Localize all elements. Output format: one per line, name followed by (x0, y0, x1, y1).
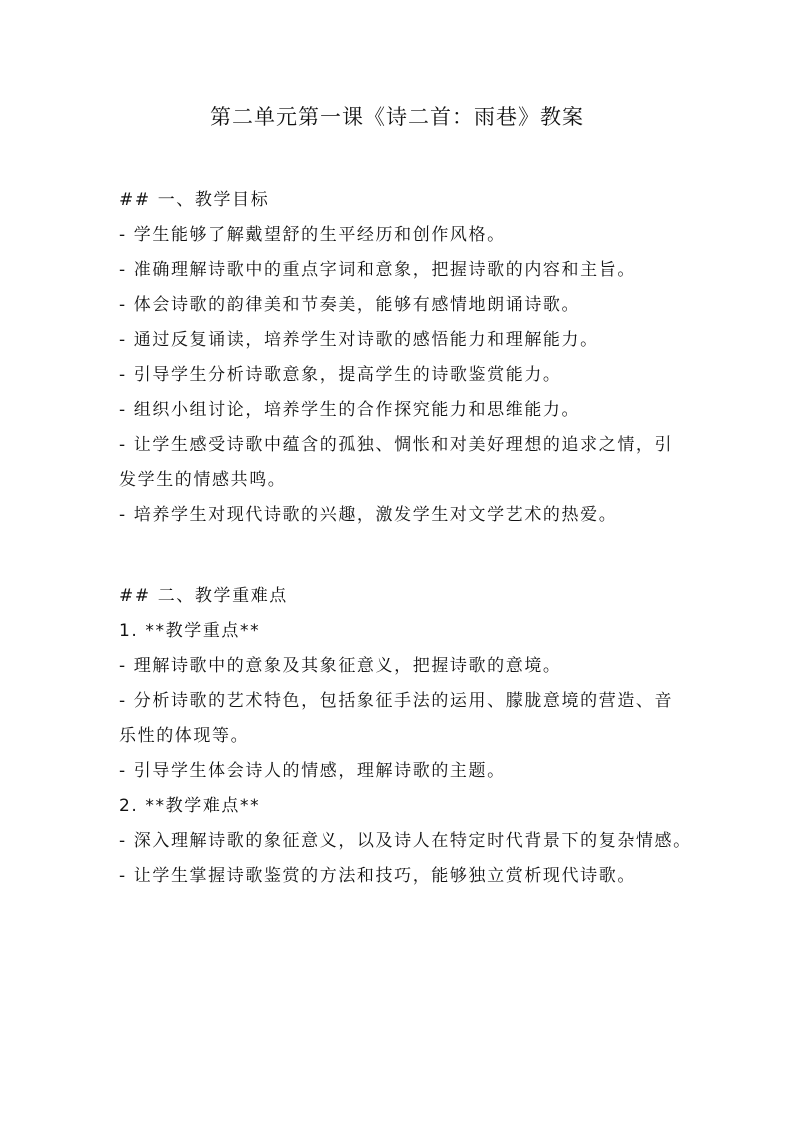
objective-item: - 培养学生对现代诗歌的兴趣，激发学生对文学艺术的热爱。 (119, 505, 618, 525)
objective-item-continuation: 发学生的情感共鸣。 (119, 470, 287, 490)
focus-item: - 分析诗歌的艺术特色，包括象征手法的运用、朦胧意境的营造、音 (119, 691, 674, 711)
objective-item: - 体会诗歌的韵律美和节奏美，能够有感情地朗诵诗歌。 (119, 295, 581, 315)
objective-item: - 让学生感受诗歌中蕴含的孤独、惆怅和对美好理想的追求之情，引 (119, 435, 674, 455)
objective-item: - 学生能够了解戴望舒的生平经历和创作风格。 (119, 225, 506, 245)
document-title: 第二单元第一课《诗二首：雨巷》教案 (210, 105, 584, 129)
subsection-label-focus: 1. **教学重点** (119, 621, 261, 641)
objective-item: - 引导学生分析诗歌意象，提高学生的诗歌鉴赏能力。 (119, 365, 562, 385)
difficulty-item: - 让学生掌握诗歌鉴赏的方法和技巧，能够独立赏析现代诗歌。 (119, 866, 636, 886)
section-spacer (119, 533, 679, 579)
document-body (119, 183, 692, 894)
focus-item-continuation: 乐性的体现等。 (119, 726, 250, 746)
objective-item: - 准确理解诗歌中的重点字词和意象，把握诗歌的内容和主旨。 (119, 260, 636, 280)
focus-item: - 理解诗歌中的意象及其象征意义，把握诗歌的意境。 (119, 656, 562, 676)
focus-item: - 引导学生体会诗人的情感，理解诗歌的主题。 (119, 761, 506, 781)
section-heading-key-points: ## 二、教学重难点 (119, 586, 288, 606)
objective-item: - 组织小组讨论，培养学生的合作探究能力和思维能力。 (119, 400, 581, 420)
objective-item: - 通过反复诵读，培养学生对诗歌的感悟能力和理解能力。 (119, 330, 599, 350)
section-heading-objectives: ## 一、教学目标 (119, 190, 270, 210)
subsection-label-difficulty: 2. **教学难点** (119, 796, 261, 816)
difficulty-item: - 深入理解诗歌的象征意义，以及诗人在特定时代背景下的复杂情感。 (119, 831, 692, 851)
